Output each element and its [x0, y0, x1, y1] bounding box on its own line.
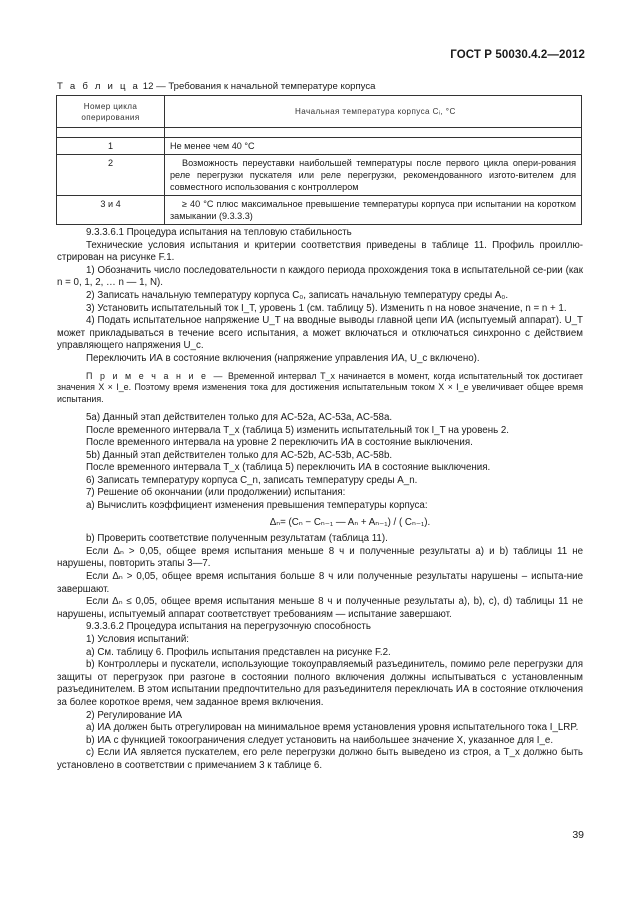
- column-header-temperature: Начальная температура корпуса Cᵢ, °C: [165, 96, 582, 128]
- note-label: П р и м е ч а н и е —: [86, 370, 225, 381]
- paragraph: После временного интервала на уровне 2 переключить ИА в состояние выключения.: [86, 437, 473, 449]
- paragraph: 4) Подать испытательное напряжение U_T на вводные выводы главной цепи ИА (испытуемый аппарат). U_T может прикладываться в течение всего испытания, а может включаться и отключаться синхронно с действием управляющего напряжения U_c.: [57, 315, 583, 352]
- paragraph: b) Проверить соответствие полученным результатам (таблица 11).: [86, 533, 388, 545]
- paragraph: После временного интервала T_x (таблица 5) изменить испытательный ток I_T на уровень 2.: [86, 424, 510, 436]
- section-heading: 9.3.3.6.1 Процедура испытания на тепловую стабильность: [86, 227, 352, 238]
- paragraph: 5а) Данный этап действителен только для АС-52a, AC-53a, AC-58a.: [86, 411, 393, 423]
- paragraph: a) ИА должен быть отрегулирован на минимальное время установления уровня испытательного тока I_LRP.: [86, 722, 579, 734]
- paragraph: a) См. таблицу 6. Профиль испытания представлен на рисунке F.2.: [86, 646, 391, 658]
- column-header-cycle: Номер цикла оперирования: [57, 96, 165, 128]
- temperature-cell: Не менее чем 40 °C: [165, 138, 582, 155]
- paragraph: Переключить ИА в состояние включения (напряжение управления ИА, U_c включено).: [86, 352, 480, 364]
- cycle-cell: 1: [57, 138, 165, 155]
- paragraph: 1) Обозначить число последовательности n каждого периода прохождения тока в испытательной се-рии (как n = 0, 1, 2, … n — 1, N).: [57, 264, 583, 289]
- paragraph: После временного интервала T_x (таблица 5) переключить ИА в состояние выключения.: [86, 462, 491, 474]
- table-row: [57, 138, 582, 155]
- table-caption-prefix: Т а б л и ц а: [57, 81, 141, 92]
- body-text: [57, 227, 583, 773]
- table-caption: [57, 81, 376, 92]
- cycle-cell: 3 и 4: [57, 196, 165, 225]
- formula: Δₙ= (Cₙ − Cₙ₋₁ — Aₙ + Aₙ₋₁) / ( Cₙ₋₁).: [269, 516, 431, 528]
- paragraph: 7) Решение об окончании (или продолжении) испытания:: [86, 487, 346, 499]
- paragraph: 3) Установить испытательный ток I_T, уровень 1 (см. таблицу 5). Изменить n на новое значение, n = n + 1.: [86, 302, 567, 314]
- paragraph: 6) Записать температуру корпуса C_n, записать температуру среды A_n.: [86, 474, 418, 486]
- paragraph: Если Δₙ > 0,05, общее время испытания меньше 8 ч и полученные результаты a) и b) таблицы 11 не нарушены, повторить этапы 3—7.: [57, 545, 583, 570]
- note-text: Временной интервал T_x начинается в момент, когда испытательный ток достигает значения X × I_e. Поэтому время изменения тока для достижения испытательным током X × I_e увеличивает общее время испытания.: [57, 370, 583, 405]
- cycle-cell: 2: [57, 155, 165, 196]
- paragraph: a) Вычислить коэффициент изменения превышения температуры корпуса:: [86, 500, 428, 512]
- paragraph: c) Если ИА является пускателем, его реле перегрузки должно быть выведено из строя, а T_x должно быть установлено в соответствии с примечанием 3 к таблице 6.: [57, 747, 583, 771]
- table-caption-text: 12 — Требования к начальной температуре корпуса: [142, 81, 376, 92]
- table-header-row: [57, 96, 582, 128]
- paragraph: Если Δₙ ≤ 0,05, общее время испытания меньше 8 ч и полученные результаты a), b), c), d) таблицы 11 не нарушены, испытуемый аппарат соответствует требованиям — испытание завершают.: [57, 596, 583, 620]
- table-gap-row: [57, 128, 582, 138]
- paragraph: b) ИА с функцией токоограничения следует установить на наибольшее значение X, указанное для I_e.: [86, 734, 554, 746]
- paragraph: 1) Условия испытаний:: [86, 634, 190, 646]
- paragraph: Технические условия испытания и критерии соответствия приведены в таблице 11. Профиль проиллю-стрирован на рисунке F.1.: [57, 239, 583, 264]
- paragraph: b) Контроллеры и пускатели, использующие токоуправляемый разъединитель, помимо реле перегрузки для защиты от перегрузок при разгоне в состоянии полного включения должны испытываться с установленным разъединителем. В этом испытании предпочтительно для разъединителя переключать ИА в состояние отключения за более короткое время, чем заданное время включения.: [57, 659, 583, 708]
- paragraph: Если Δₙ > 0,05, общее время испытания больше 8 ч или полученные результаты нарушены – испыта-ние завершают.: [57, 571, 583, 595]
- note: [57, 371, 583, 406]
- document-id-header: ГОСТ Р 50030.4.2—2012: [450, 49, 585, 61]
- paragraph: 5b) Данный этап действителен только для АС-52b, AC-53b, AC-58b.: [86, 449, 393, 461]
- paragraph: 2) Записать начальную температуру корпуса C₀, записать начальную температуру среды A₀.: [86, 289, 509, 301]
- section-heading: 9.3.3.6.2 Процедура испытания на перегрузочную способность: [86, 621, 371, 633]
- temperature-cell: ≥ 40 °C плюс максимальное превышение температуры корпуса при испытании на коротком замыкании (9.3.3.3): [165, 196, 582, 225]
- paragraph: 2) Регулирование ИА: [86, 709, 183, 721]
- temperature-cell: Возможность переуставки наибольшей температуры после первого цикла опери-рования реле перегрузки пускателя или реле перегрузки, рекомендованного изгото-вителем для совместного использования с контроллером: [165, 155, 582, 196]
- temperature-requirements-table: [56, 95, 582, 225]
- page-number: 39: [572, 829, 584, 841]
- table-row: [57, 196, 582, 225]
- table-row: [57, 155, 582, 196]
